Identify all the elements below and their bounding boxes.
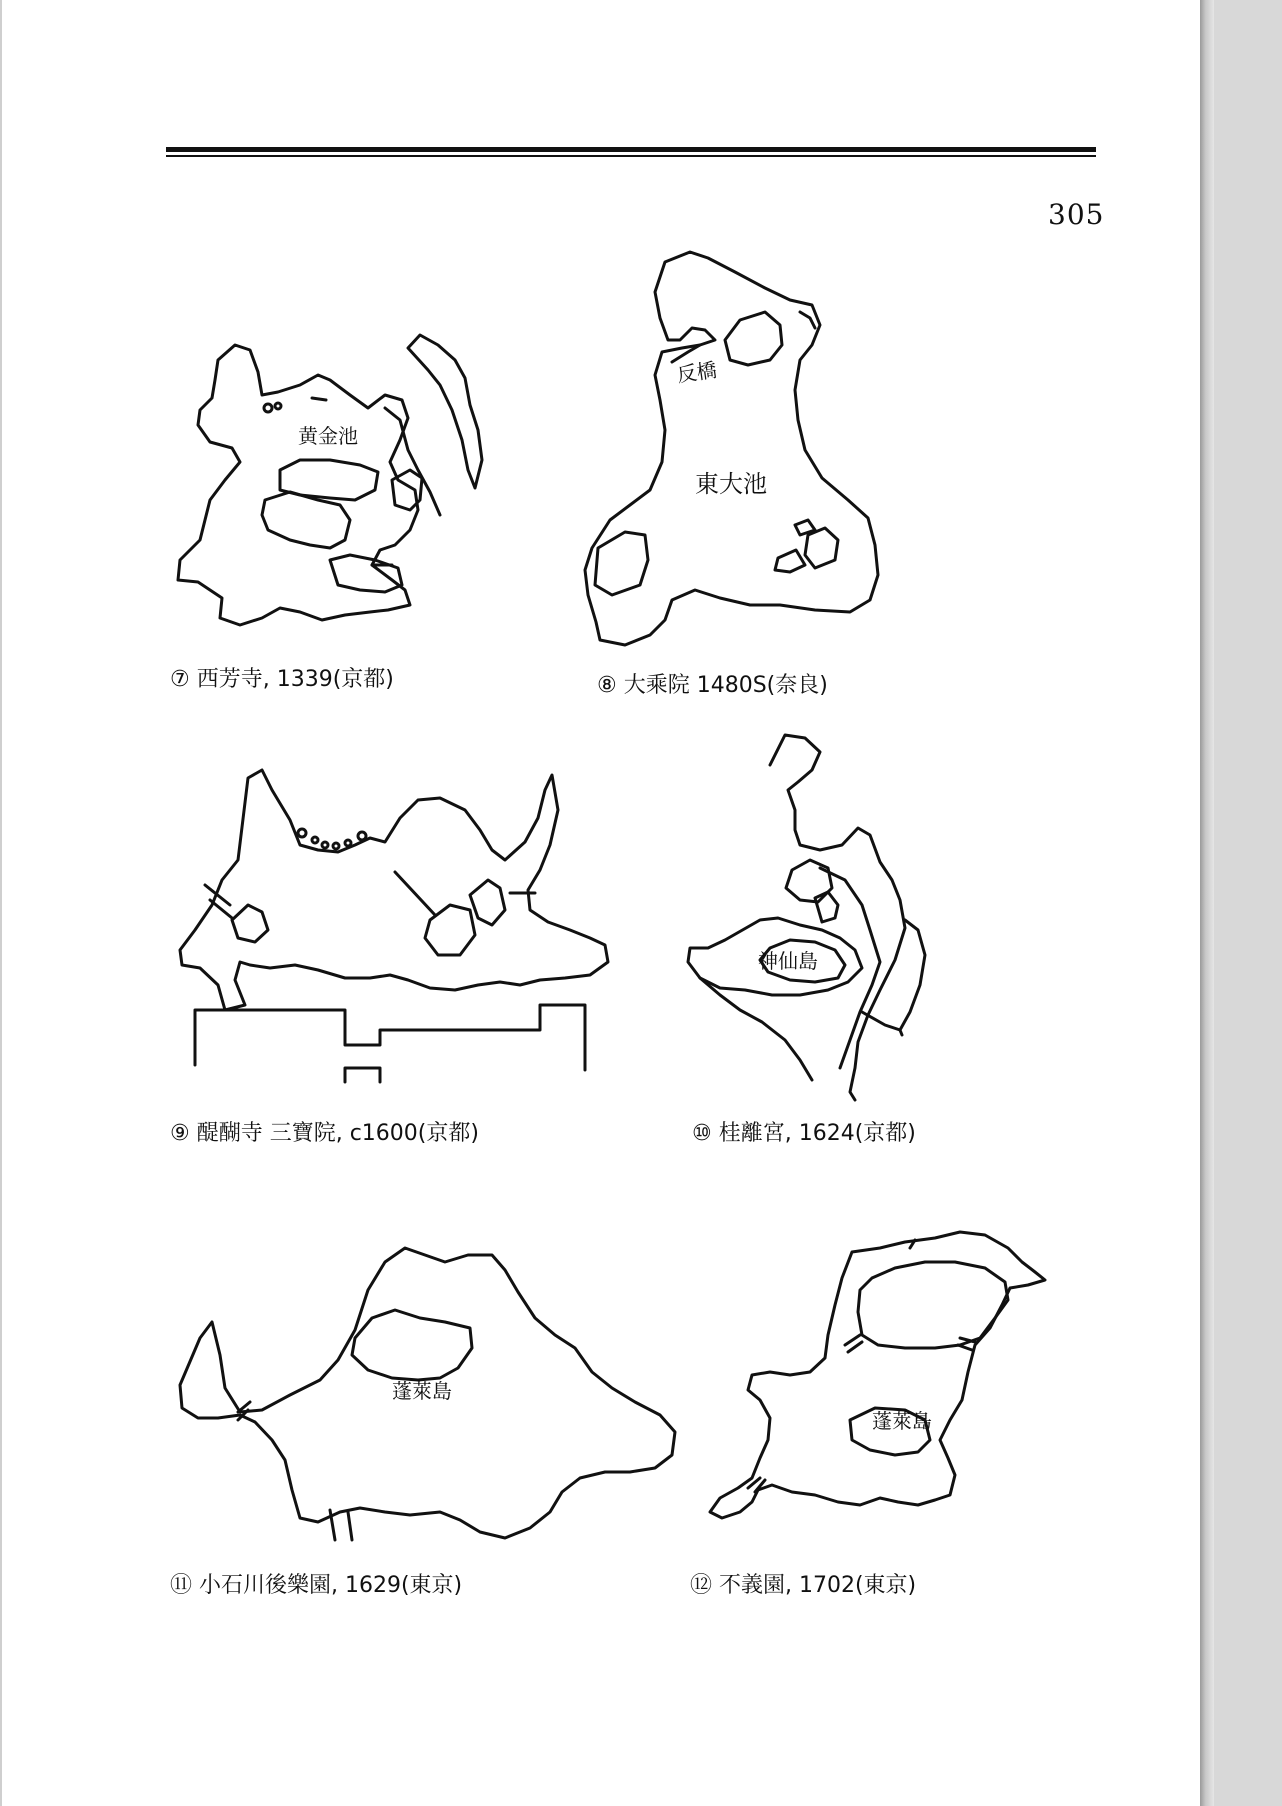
page-edge: [1200, 0, 1214, 1806]
fig11-caption: ⑪ 小石川後樂園, 1629(東京): [170, 1573, 463, 1598]
fig8-bridge-label: 反橋: [675, 357, 719, 387]
fig7-pond-label: 黄金池: [298, 424, 358, 448]
fig11-island-label: 蓬萊島: [392, 1379, 452, 1403]
garden-plan-fig10: [688, 735, 925, 1100]
fig8-pond-label: 東大池: [695, 470, 767, 498]
fig12-caption: ⑫ 不義園, 1702(東京): [690, 1573, 917, 1598]
garden-plan-fig9: [180, 770, 608, 1082]
page-number: 305: [1048, 198, 1105, 231]
fig10-island-label: 神仙島: [758, 949, 818, 973]
fig8-caption: ⑧ 大乘院 1480S(奈良): [597, 673, 828, 698]
fig9-caption: ⑨ 醍醐寺 三寶院, c1600(京都): [170, 1121, 479, 1146]
fig10-caption: ⑩ 桂離宮, 1624(京都): [692, 1121, 916, 1146]
garden-plan-fig12: [710, 1232, 1045, 1518]
garden-plan-fig11: [180, 1248, 675, 1540]
garden-plan-fig8: [585, 252, 878, 645]
fig7-caption: ⑦ 西芳寺, 1339(京都): [170, 667, 394, 692]
fig12-island-label: 蓬萊島: [872, 1409, 932, 1433]
garden-plan-fig7: [178, 335, 482, 625]
